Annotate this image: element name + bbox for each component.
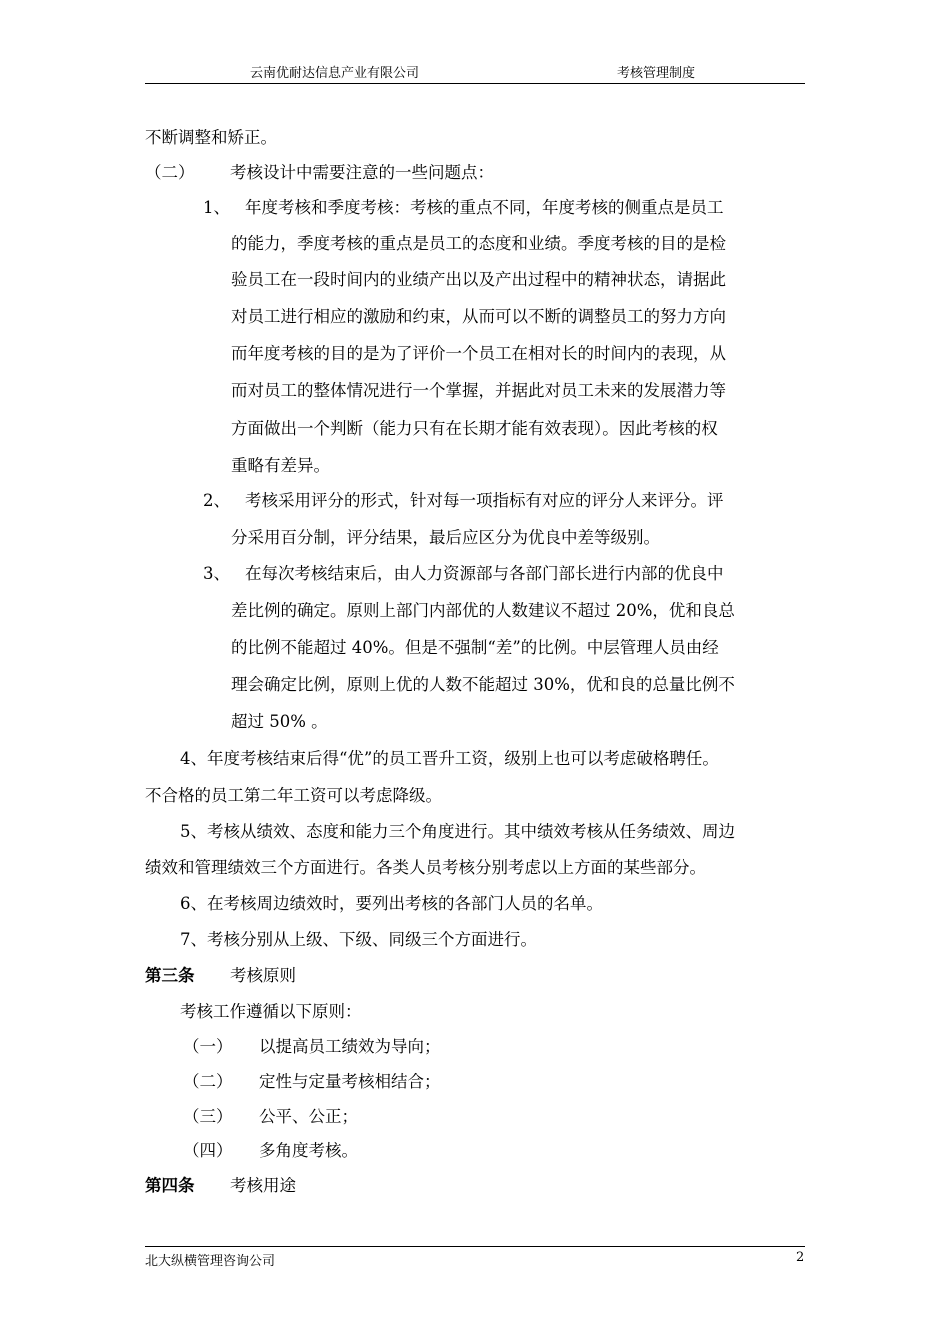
- text-line: 而年度考核的目的是为了评价一个员工在相对长的时间内的表现，从: [231, 344, 726, 363]
- principle-number: （二）: [183, 1072, 233, 1091]
- page-number: 2: [796, 1250, 805, 1265]
- principle-text: 定性与定量考核相结合；: [259, 1072, 441, 1091]
- text-line: 重略有差异。: [231, 456, 330, 475]
- footer-firm: 北大纵横管理咨询公司: [145, 1254, 276, 1269]
- text-line: 的能力，季度考核的重点是员工的态度和业绩。季度考核的目的是检: [231, 234, 726, 253]
- text-line: 年度考核和季度考核：考核的重点不同，年度考核的侧重点是员工: [245, 198, 724, 217]
- text-line: 不断调整和矫正。: [145, 128, 277, 147]
- text-line: 在每次考核结束后，由人力资源部与各部门部长进行内部的优良中: [245, 564, 724, 583]
- section-number: （二）: [145, 163, 195, 182]
- text-line: 不合格的员工第二年工资可以考虑降级。: [145, 786, 442, 805]
- item-number: 1、: [203, 198, 230, 217]
- article-label: 第四条: [145, 1176, 195, 1195]
- header-company: 云南优耐达信息产业有限公司: [250, 66, 420, 81]
- principle-number: （四）: [183, 1141, 233, 1160]
- text-line: 分采用百分制，评分结果，最后应区分为优良中差等级别。: [231, 528, 660, 547]
- header-doc-title: 考核管理制度: [617, 66, 696, 81]
- text-line: 考核工作遵循以下原则：: [180, 1002, 362, 1021]
- principle-text: 公平、公正；: [259, 1107, 358, 1126]
- article-title: 考核用途: [230, 1176, 296, 1195]
- principle-number: （三）: [183, 1107, 233, 1126]
- text-line: 4、年度考核结束后得“优”的员工晋升工资，级别上也可以考虑破格聘任。: [180, 749, 719, 768]
- article-label: 第三条: [145, 966, 195, 985]
- article-title: 考核原则: [230, 966, 296, 985]
- principle-text: 以提高员工绩效为导向；: [259, 1037, 441, 1056]
- principle-text: 多角度考核。: [259, 1141, 358, 1160]
- principle-number: （一）: [183, 1037, 233, 1056]
- section-title: 考核设计中需要注意的一些问题点：: [230, 163, 494, 182]
- header-rule: [145, 83, 805, 84]
- text-line: 5、考核从绩效、态度和能力三个角度进行。其中绩效考核从任务绩效、周边: [180, 822, 735, 841]
- text-line: 绩效和管理绩效三个方面进行。各类人员考核分别考虑以上方面的某些部分。: [145, 858, 706, 877]
- text-line: 理会确定比例，原则上优的人数不能超过 30%，优和良的总量比例不: [231, 675, 735, 694]
- text-line: 7、考核分别从上级、下级、同级三个方面进行。: [180, 930, 537, 949]
- text-line: 而对员工的整体情况进行一个掌握，并据此对员工未来的发展潜力等: [231, 381, 726, 400]
- text-line: 验员工在一段时间内的业绩产出以及产出过程中的精神状态，请据此: [231, 270, 726, 289]
- text-line: 6、在考核周边绩效时，要列出考核的各部门人员的名单。: [180, 894, 603, 913]
- footer-rule: [145, 1246, 805, 1247]
- item-number: 2、: [203, 491, 230, 510]
- text-line: 对员工进行相应的激励和约束，从而可以不断的调整员工的努力方向: [231, 307, 726, 326]
- text-line: 超过 50% 。: [231, 712, 328, 731]
- text-line: 方面做出一个判断（能力只有在长期才能有效表现）。因此考核的权: [231, 419, 718, 438]
- text-line: 考核采用评分的形式，针对每一项指标有对应的评分人来评分。评: [245, 491, 724, 510]
- item-number: 3、: [203, 564, 230, 583]
- text-line: 的比例不能超过 40%。但是不强制“差”的比例。中层管理人员由经: [231, 638, 719, 657]
- text-line: 差比例的确定。原则上部门内部优的人数建议不超过 20%，优和良总: [231, 601, 735, 620]
